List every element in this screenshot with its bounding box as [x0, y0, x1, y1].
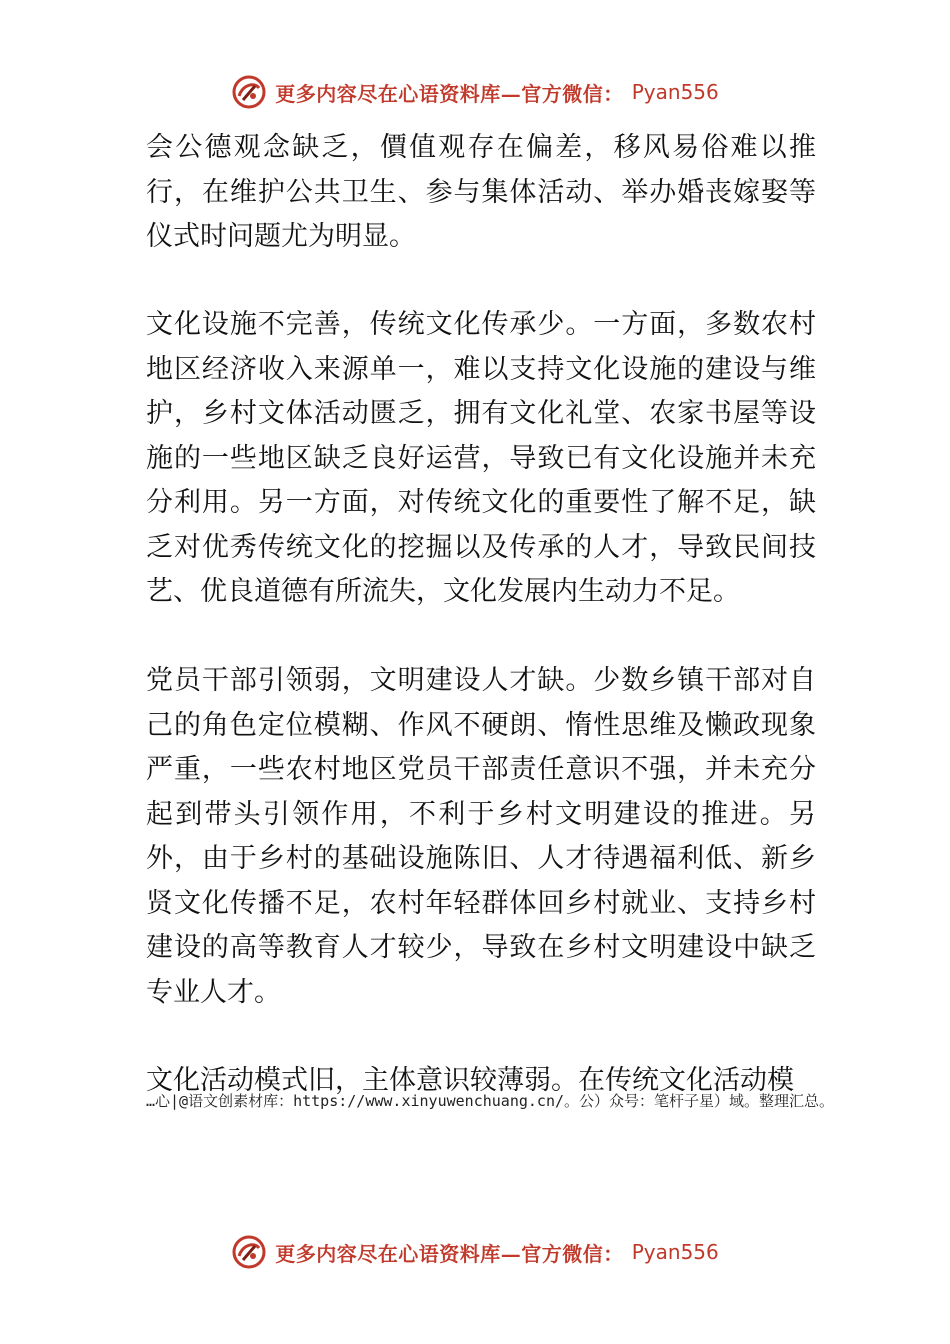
- brand-logo-icon: [231, 74, 267, 110]
- banner-text: 更多内容尽在心语资料库—官方微信：: [275, 81, 624, 106]
- header-banner: [0, 72, 950, 112]
- banner-text: 更多内容尽在心语资料库—官方微信：: [275, 1241, 624, 1266]
- banner-wechat-id: Pyan556: [631, 80, 719, 104]
- paragraph-text: 文化设施不完善，传统文化传承少。一方面，多数农村地区经济收入来源单一，难以支持文化设施的建设与维护，乡村文体活动匮乏，拥有文化礼堂、农家书屋等设施的一些地区缺乏良好运营，导致已有文化设施并未充分利用。另一方面，对传统文化的重要性了解不足，缺乏对优秀传统文化的挖掘以及传承的人才，导致民间技艺、优良道德有所流失，文化发展内生动力不足。: [146, 309, 816, 607]
- paragraph-text: 会公德观念缺乏，價值观存在偏差，移风易俗难以推行，在维护公共卫生、参与集体活动、举办婚丧嫁娶等仪式时问题尤为明显。: [146, 132, 816, 252]
- footer-banner: [0, 1232, 950, 1272]
- paragraph-text: 文化活动模式旧，主体意识较薄弱。在传统文化活动模: [146, 1065, 794, 1096]
- paragraph: [146, 303, 816, 615]
- brand-logo-icon: [231, 1234, 267, 1270]
- banner-wechat-id: Pyan556: [631, 1240, 719, 1264]
- paragraph: [146, 659, 816, 1015]
- paragraph: [146, 126, 816, 260]
- source-footnote: …心|@语文创素材库：https://www.xinyuwenchuang.cn/。公）众号：笔杆子星）域。整理汇总。: [146, 1092, 835, 1110]
- paragraph-text: 党员干部引领弱，文明建设人才缺。少数乡镇干部对自己的角色定位模糊、作风不硬朗、惰性思维及懒政现象严重，一些农村地区党员干部责任意识不强，并未充分起到带头引领作用，不利于乡村文明建设的推进。另外，由于乡村的基础设施陈旧、人才待遇福利低、新乡贤文化传播不足，农村年轻群体回乡村就业、支持乡村建设的高等教育人才较少，导致在乡村文明建设中缺乏专业人才。: [146, 665, 816, 1008]
